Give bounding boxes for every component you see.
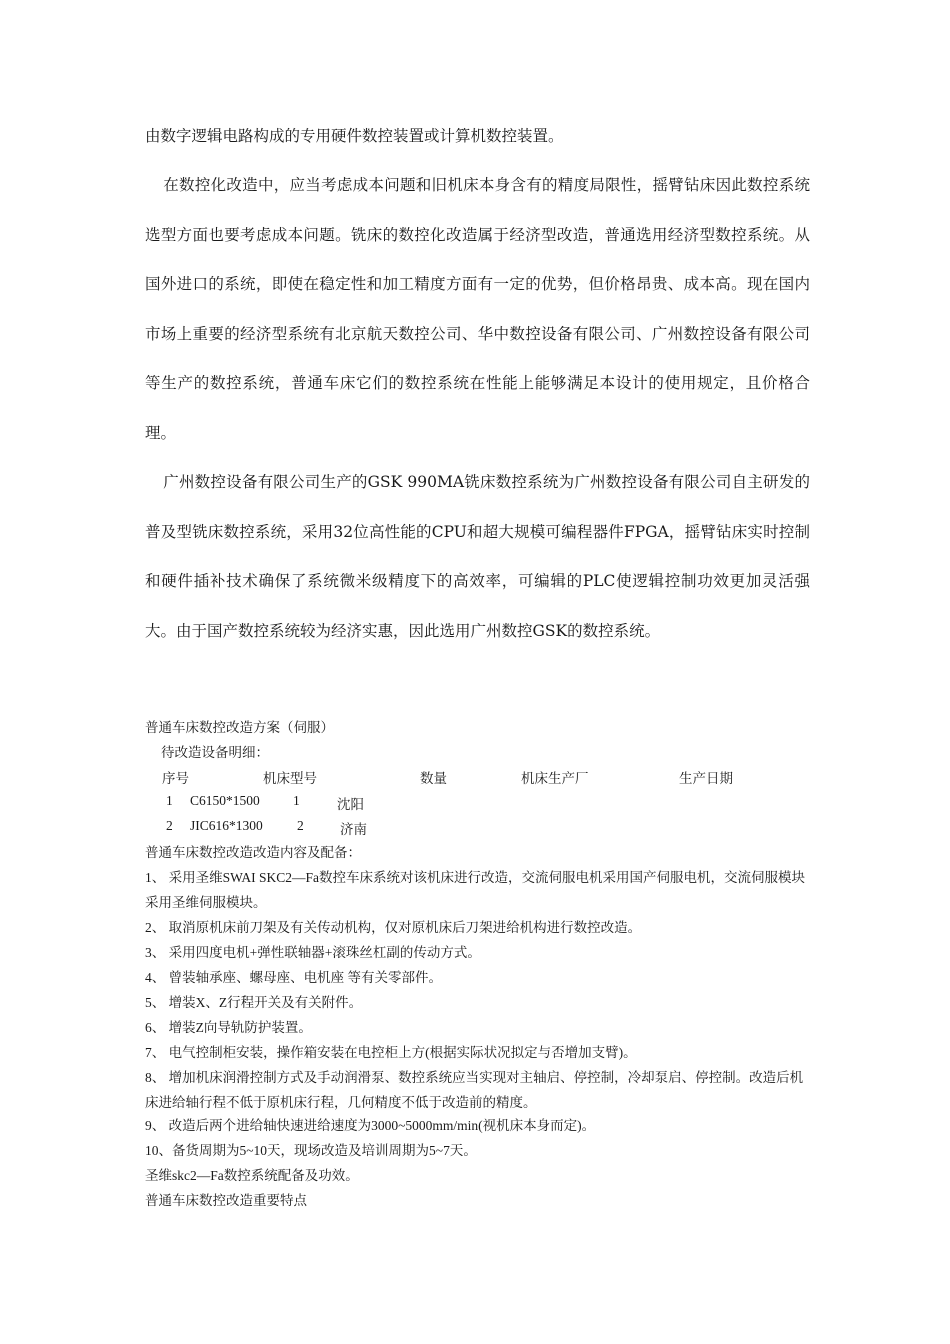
list-item: 3、 采用四度电机+弹性联轴器+滚珠丝杠副的传动方式。 — [145, 945, 481, 960]
content-title: 普通车床数控改造改造内容及配备： — [145, 845, 361, 860]
equipment-label: 待改造设备明细： — [161, 745, 269, 760]
scheme-title: 普通车床数控改造方案（伺服） — [145, 720, 334, 735]
list-item: 4、 曾装轴承座、螺母座、电机座 等有关零部件。 — [145, 970, 442, 985]
list-item: 8、 增加机床润滑控制方式及手动润滑泵、数控系统应当实现对主轴启、停控制，冷却泵启、停控制。改造后机床进给轴行程不低于原机床行程，几何精度不低于改造前的精度。 — [145, 1070, 804, 1110]
list-item: 9、 改造后两个进给轴快速进给速度为3000~5000mm/min(视机床本身而定)。 — [145, 1118, 596, 1133]
header-date: 生产日期 — [679, 771, 733, 786]
cell-no: 1 — [166, 793, 173, 808]
header-qty: 数量 — [420, 771, 447, 786]
list-item: 1、 采用圣维SWAI SKC2—Fa数控车床系统对该机床进行改造，交流伺服电机采用国产伺服电机，交流伺服模块采用圣维伺服模块。 — [145, 870, 806, 910]
header-no: 序号 — [162, 771, 189, 786]
list-item: 2、 取消原机床前刀架及有关传动机构，仅对原机床后刀架进给机构进行数控改造。 — [145, 920, 642, 935]
list-item: 6、 增装Z向导轨防护装置。 — [145, 1020, 312, 1035]
list-item: 5、 增装X、Z行程开关及有关附件。 — [145, 995, 363, 1010]
header-model: 机床型号 — [263, 771, 317, 786]
list-item: 10、备货周期为5~10天，现场改造及培训周期为5~7天。 — [145, 1143, 477, 1158]
footer-line-1: 圣维skc2—Fa数控系统配备及功效。 — [145, 1168, 359, 1183]
cell-qty: 1 — [293, 793, 300, 808]
cell-maker: 沈阳 — [337, 797, 364, 812]
paragraph-2-text: 在数控化改造中，应当考虑成本问题和旧机床本身含有的精度局限性，摇臂钻床因此数控系统选型方面也要考虑成本问题。铣床的数控化改造属于经济型改造，普通选用经济型数控系统。从国外进口的系统，即使在稳定性和加工精度方面有一定的优势，但价格昂贵、成本高。现在国内市场上重要的经济型系统有北京航天数控公司、华中数控设备有限公司、广州数控设备有限公司等生产的数控系统，普通车床它们的数控系统在性能上能够满足本设计的使用规定，且价格合理。 — [145, 176, 810, 442]
list-item: 7、 电气控制柜安装，操作箱安装在电控柜上方(根据实际状况拟定与否增加支臂)。 — [145, 1045, 637, 1060]
cell-qty: 2 — [297, 818, 304, 833]
cell-maker: 济南 — [340, 822, 367, 837]
paragraph-2 — [145, 161, 810, 458]
footer-line-2: 普通车床数控改造重要特点 — [145, 1193, 307, 1208]
cell-model: C6150*1500 — [190, 793, 260, 808]
paragraph-3 — [145, 458, 810, 656]
paragraph-3-text: 广州数控设备有限公司生产的GSK 990MA铣床数控系统为广州数控设备有限公司自主研发的普及型铣床数控系统，采用32位高性能的CPU和超大规模可编程器件FPGA，摇臂钻床实时控制和硬件插补技术确保了系统微米级精度下的高效率，可编辑的PLC使逻辑控制功效更加灵活强大。由于国产数控系统较为经济实惠，因此选用广州数控GSK的数控系统。 — [145, 473, 810, 640]
cell-model: JIC616*1300 — [190, 818, 263, 833]
cell-no: 2 — [166, 818, 173, 833]
paragraph-1: 由数字逻辑电路构成的专用硬件数控装置或计算机数控装置。 — [145, 127, 564, 145]
header-maker: 机床生产厂 — [521, 771, 589, 786]
